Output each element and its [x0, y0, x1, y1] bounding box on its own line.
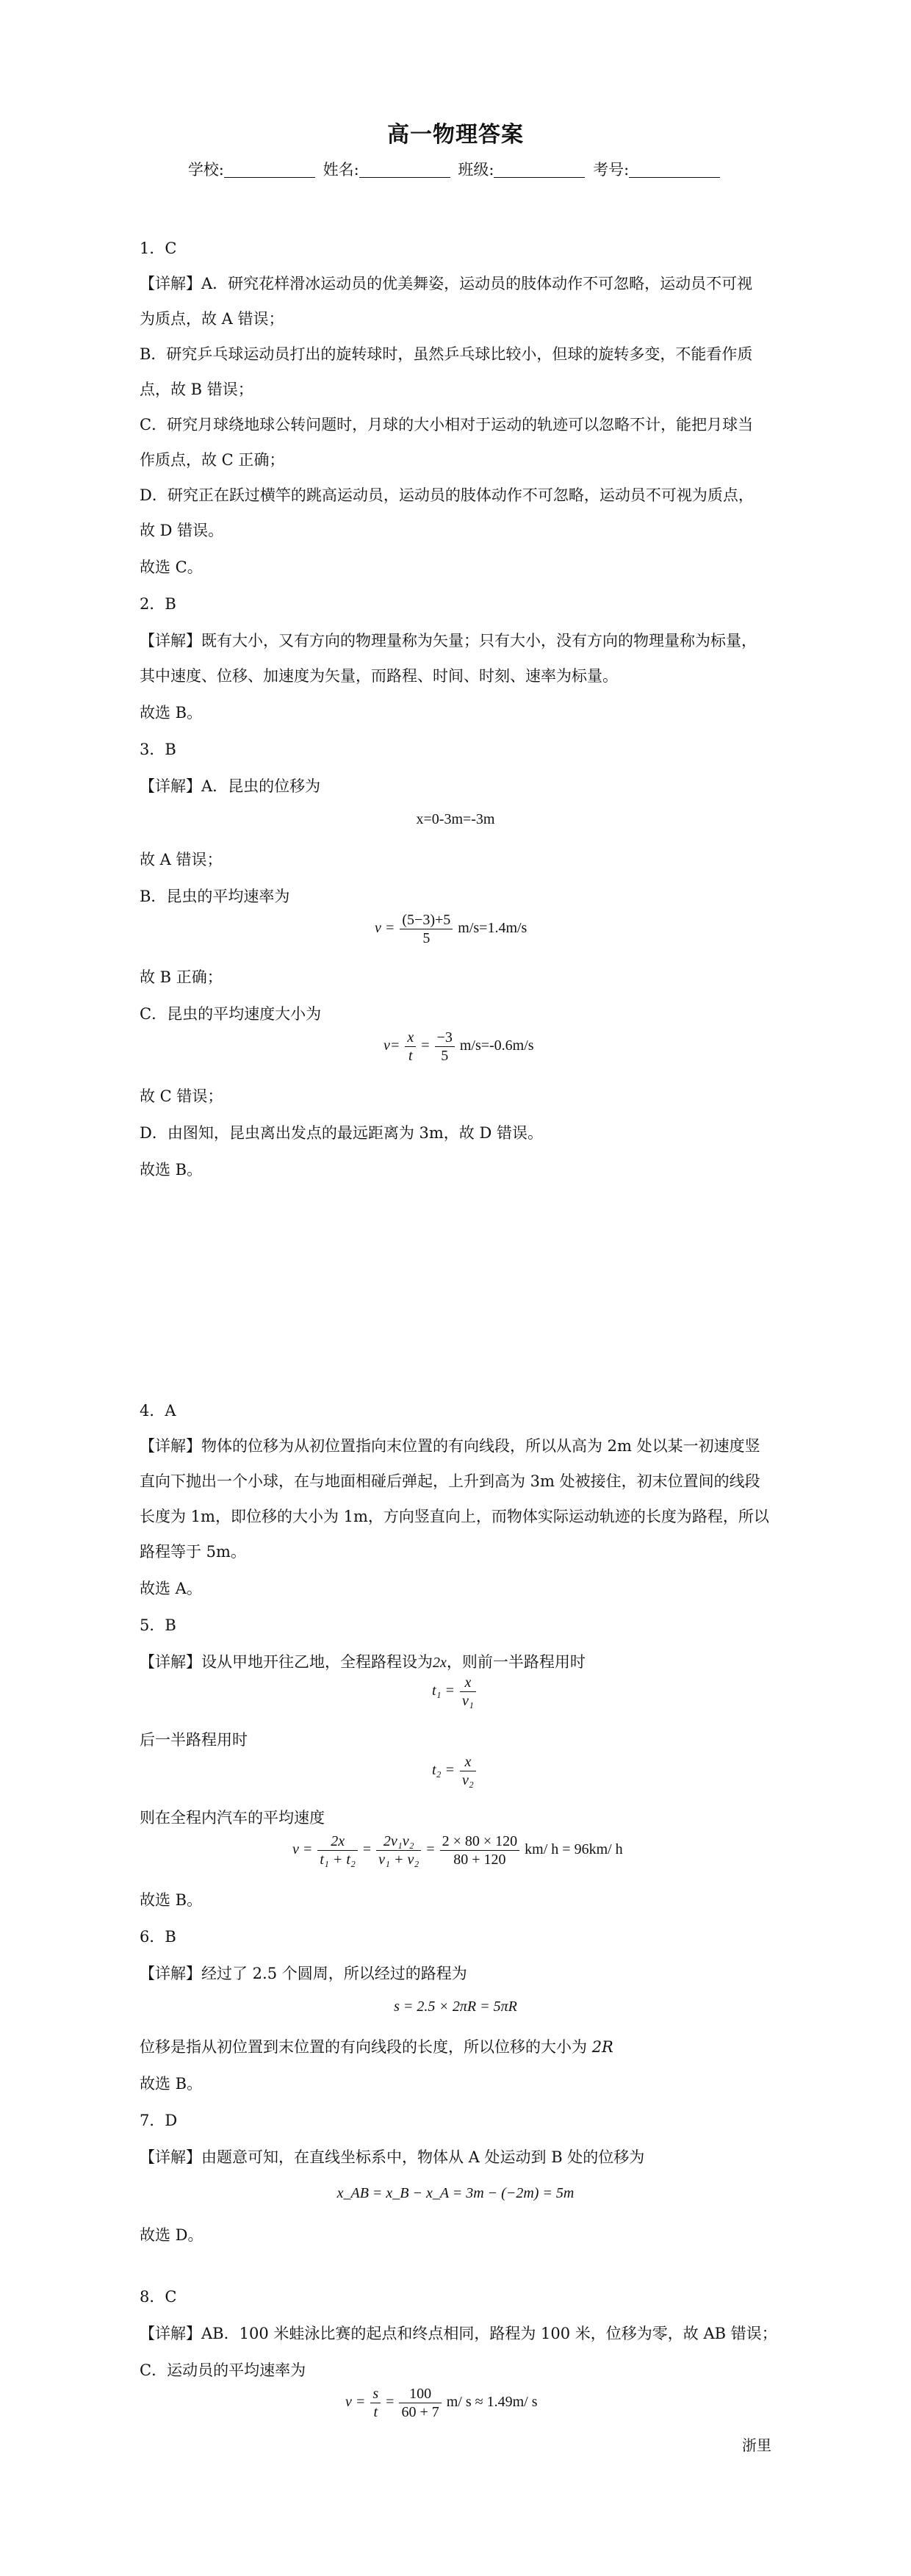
q7-formula-displacement: x_AB = x_B − x_A = 3m − (−2m) = 5m: [336, 2185, 575, 2201]
q1-line: 为质点，故 A 错误；: [140, 310, 284, 328]
q1-line: 故选 C。: [140, 558, 203, 576]
q3-line: 故选 B。: [140, 1161, 203, 1179]
q1-number: 1．C: [140, 240, 177, 257]
q3-line: C．昆虫的平均速度大小为: [140, 1005, 322, 1023]
page-title: 高一物理答案: [387, 122, 524, 148]
q5-line: 【详解】设从甲地开往乙地，全程路程设为2x，则前一半路程用时: [140, 1653, 586, 1671]
class-blank: [494, 162, 585, 178]
q4-line: 故选 A。: [140, 1580, 202, 1597]
q1-line: 故 D 错误。: [140, 522, 224, 539]
q3-number: 3．B: [140, 741, 176, 758]
q4-number: 4．A: [140, 1402, 176, 1420]
q2-line: 【详解】既有大小，又有方向的物理量称为矢量；只有大小，没有方向的物理量称为标量，: [140, 632, 757, 650]
q5-formula-avg-velocity: v = $\frac{2x}{\text{t₁ + t₂}}$ = $\frac{\text{2v₁v₂}}{\text{v₁ + v₂}}$ = $\frac{2 \times 80 \times 120}{80 + 120}$ km/ h = 96km/ h: [292, 1833, 623, 1868]
q5-line: 则在全程内汽车的平均速度: [140, 1809, 325, 1827]
q7-line: 【详解】由题意可知，在直线坐标系中，物体从 A 处运动到 B 处的位移为: [140, 2148, 645, 2166]
school-blank: [224, 162, 315, 178]
q5-line: 后一半路程用时: [140, 1731, 248, 1749]
name-blank: [359, 162, 450, 178]
q6-line: 位移是指从初位置到末位置的有向线段的长度，所以位移的大小为 2R: [140, 2038, 613, 2056]
q5-formula-t1: t₁ = $\frac{x}{\text{v₁}}$: [432, 1674, 478, 1710]
q1-line: C．研究月球绕地球公转问题时，月球的大小相对于运动的轨迹可以忽略不计，能把月球当: [140, 416, 754, 433]
q2-number: 2．B: [140, 595, 176, 613]
q3-line: 故 B 正确；: [140, 968, 223, 986]
q3-line: B．昆虫的平均速率为: [140, 888, 290, 905]
q7-line: 故选 D。: [140, 2226, 204, 2244]
q3-line: 【详解】A．昆虫的位移为: [140, 777, 321, 795]
q1-line: D．研究正在跃过横竿的跳高运动员，运动员的肢体动作不可忽略，运动员不可视为质点，: [140, 486, 754, 504]
q3-line: 故 A 错误；: [140, 851, 223, 868]
q4-line: 直向下抛出一个小球，在与地面相碰后弹起，上升到高为 3m 处被接住，初末位置间的线段: [140, 1472, 760, 1490]
q8-line: C．运动员的平均速率为: [140, 2361, 306, 2379]
q6-number: 6．B: [140, 1928, 176, 1946]
page-footer: 浙里: [742, 2436, 771, 2454]
q8-line: 【详解】AB．100 米蛙泳比赛的起点和终点相同，路程为 100 米，位移为零，故 AB 错误；: [140, 2325, 777, 2342]
q6-formula-path: s = 2.5 × 2πR = 5πR: [394, 1998, 517, 2015]
q5-formula-t2: t₂ = $\frac{x}{\text{v₂}}$: [432, 1753, 478, 1789]
exam-no-blank: [629, 162, 720, 178]
q1-line: 【详解】A．研究花样滑冰运动员的优美舞姿，运动员的肢体动作不可忽略，运动员不可视: [140, 275, 753, 292]
school-label: 学校:: [187, 161, 224, 179]
q3-formula-avg-speed: v = $\frac{(5-3)+5}{5}$ m/s=1.4m/s: [375, 912, 527, 946]
q1-line: B．研究乒乓球运动员打出的旋转球时，虽然乒乓球比较小，但球的旋转多变，不能看作质: [140, 345, 753, 363]
q6-line: 故选 B。: [140, 2075, 203, 2093]
exam-no-label: 考号:: [593, 161, 630, 179]
q5-line: 故选 B。: [140, 1891, 203, 1909]
q1-line: 作质点，故 C 正确；: [140, 451, 285, 469]
q6-line: 【详解】经过了 2.5 个圆周，所以经过的路程为: [140, 1965, 467, 1982]
q7-number: 7．D: [140, 2112, 178, 2129]
q1-line: 点，故 B 错误；: [140, 381, 253, 398]
q4-line: 路程等于 5m。: [140, 1543, 246, 1561]
q5-number: 5．B: [140, 1616, 176, 1634]
q2-line: 其中速度、位移、加速度为矢量，而路程、时间、时刻、速率为标量。: [140, 667, 618, 685]
q2-line: 故选 B。: [140, 704, 203, 722]
q4-line: 长度为 1m，即位移的大小为 1m，方向竖直向上，而物体实际运动轨迹的长度为路程，所以: [140, 1508, 769, 1525]
q8-number: 8．C: [140, 2288, 177, 2306]
q3-formula-avg-velocity: v= $\frac{x}{t}$ = $\frac{-3}{5}$ m/s=-0.6m/s: [384, 1029, 534, 1064]
class-label: 班级:: [458, 161, 494, 179]
name-label: 姓名:: [323, 161, 359, 179]
q3-line: D．由图知，昆虫离出发点的最远距离为 3m，故 D 错误。: [140, 1124, 543, 1142]
q3-formula-displacement: x=0-3m=-3m: [416, 811, 495, 827]
q4-line: 【详解】物体的位移为从初位置指向末位置的有向线段，所以从高为 2m 处以某一初速度竖: [140, 1437, 760, 1455]
q3-line: 故 C 错误；: [140, 1087, 223, 1105]
student-info-line: [0, 158, 911, 180]
q8-formula-avg-speed: v = $\frac{s}{t}$ = $\frac{100}{60 + 7}$ m/ s ≈ 1.49m/ s: [345, 2386, 538, 2420]
